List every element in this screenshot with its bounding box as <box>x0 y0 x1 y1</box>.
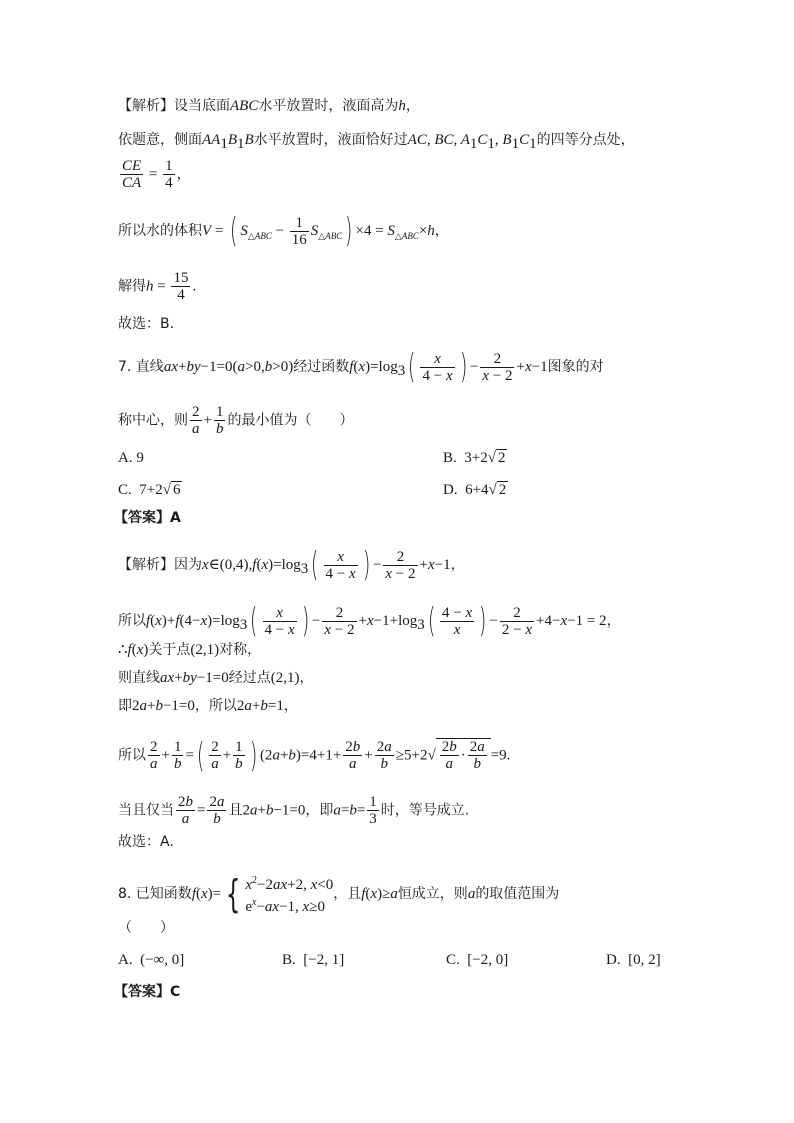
option-8d: D. [0, 2] <box>606 952 661 968</box>
option-7a: A. 9 <box>118 450 144 466</box>
solution-7-line-5: 即2a+b−1=0，所以2a+b=1， <box>118 698 298 714</box>
option-8b: B. [−2, 1] <box>282 952 345 968</box>
solution-7-line-1: 【解析】因为$x\in(0,4),f(x)=\log_3$( $\frac{x}{4 - x}$ ) − $\frac{2}{x - 2}$ +x−1， <box>118 545 465 585</box>
solution-7-line-2: 所以$f(x)+f(4-x)=\log_3$( $\frac{x}{4 - x}$ ) − $\frac{2}{x - 2}$ $+x-1+\log_3$( $\frac{4 - x}{x}$ ) − $\frac{2}{2 - x}$ +4−x−1 = 2， <box>118 601 621 641</box>
solution-7-line-3: ∴f(x)关于点(2,1)对称， <box>118 642 262 658</box>
solution-7-line-7: 当且仅当 $\frac{2b}{a}$ = $\frac{2a}{b}$ 且2a+b−1=0，即a=b= $\frac{1}{3}$ 时，等号成立. <box>118 794 470 827</box>
solution-7-line-6: 所以 $\frac{2}{a}$ + $\frac{1}{b}$ =( $\frac{2}{a}$ + $\frac{1}{b}$ ) (2a+b)=4+1+ $\frac{2b}{a}$ + $\frac{2a}{b}$ ≥5+2√ $\frac{2b}{a}$ · $\frac{2a}{b}$ =9. <box>118 735 511 776</box>
solution-line-5: 解得h = $\frac{15}{4}$ . <box>118 270 197 303</box>
option-8a: A. (−∞, 0] <box>118 952 185 968</box>
option-8c: C. [−2, 0] <box>446 952 509 968</box>
question-7-line-2: 称中心，则 $\frac{2}{a}$ + $\frac{1}{b}$ 的最小值为（ ） <box>118 404 354 437</box>
solution-line-4: 所以水的体积V = ( $S_{\triangle ABC}$ − $\frac{1}{16}$ $S_{\triangle ABC}) \times 4 = S_{\triangle ABC}\times h$， <box>118 211 449 251</box>
answer-8: 【答案】C <box>114 984 181 1000</box>
question-8-line-2: （ ） <box>118 920 174 936</box>
solution-line-6: 故选：B. <box>118 316 175 332</box>
question-7-line-1: 7. 直线ax+by−1=0(a>0,b>0)经过函数$f(x)=\log_3$( $\frac{x}{4 - x}$ ) − $\frac{2}{x - 2}$ +x−1图象的对 <box>118 347 604 387</box>
solution-line-3: $\frac{CE}{CA}$ = $\frac{1}{4}$ ， <box>122 158 191 191</box>
answer-7: 【答案】A <box>114 510 181 526</box>
option-7b: B. 3+2√ 2 <box>443 450 506 466</box>
solution-7-line-8: 故选：A. <box>118 834 174 850</box>
solution-7-line-4: 则直线ax+by−1=0经过点(2,1)， <box>118 670 314 686</box>
question-8-line-1: 8. 已知函数f(x)= { $x^2-2ax+2$, x<0 $e^x-ax-1$, x≥0 ，且f(x)≥a恒成立，则a的取值范围为 <box>118 872 560 916</box>
option-7c: C. 7+2√ 6 <box>118 482 181 498</box>
option-7d: D. 6+4√ 2 <box>443 482 507 498</box>
solution-line-2: 依题意，侧面$AA_1B_1B$水平放置时，液面恰好过AC, BC, $A_1C_1$, $B_1C_1$的四等分点处， <box>118 132 635 152</box>
solution-line-1: 【解析】设当底面ABC水平放置时，液面高为h， <box>118 98 420 114</box>
